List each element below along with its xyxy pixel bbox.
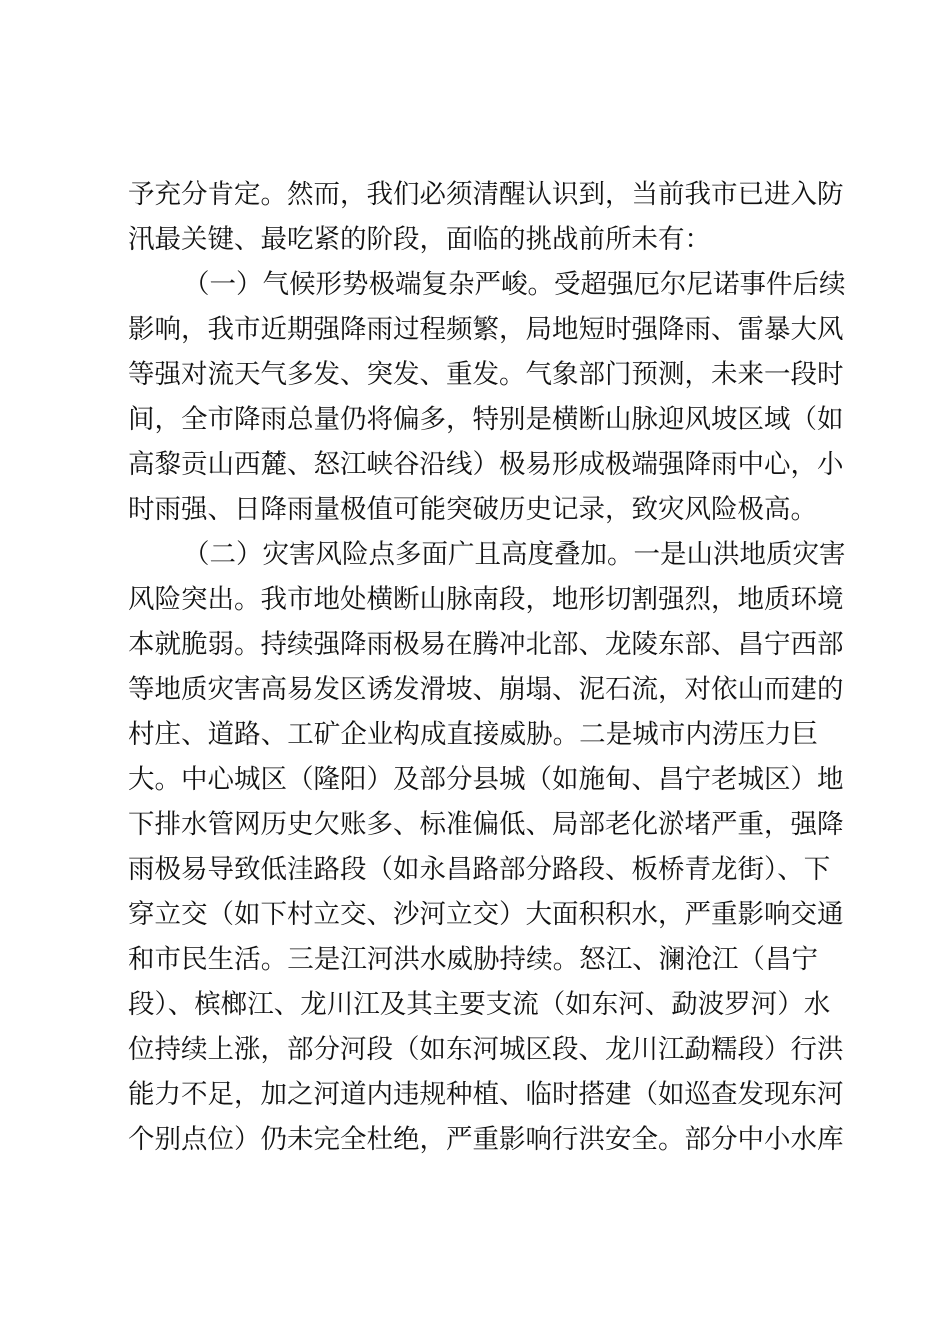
- text-line-1: 予充分肯定。然而，我们必须清醒认识到，当前我市已进入防: [128, 179, 844, 210]
- text-line-10: 风险突出。我市地处横断山脉南段，地形切割强烈，地质环境: [128, 584, 844, 615]
- text-line-5: 等强对流天气多发、突发、重发。气象部门预测，未来一段时: [128, 359, 844, 390]
- text-line-16: 雨极易导致低洼路段（如永昌路部分路段、板桥青龙街）、下: [128, 854, 831, 885]
- text-line-20: 位持续上涨，部分河段（如东河城区段、龙川江勐糯段）行洪: [128, 1034, 844, 1065]
- text-line-7: 高黎贡山西麓、怒江峡谷沿线）极易形成极端强降雨中心，小: [128, 449, 844, 480]
- text-line-2: 汛最关键、最吃紧的阶段，面临的挑战前所未有：: [128, 224, 711, 255]
- text-line-19: 段）、槟榔江、龙川江及其主要支流（如东河、勐波罗河）水: [128, 989, 831, 1020]
- text-line-14: 大。中心城区（隆阳）及部分县城（如施甸、昌宁老城区）地: [128, 764, 844, 795]
- text-line-22: 个别点位）仍未完全杜绝，严重影响行洪安全。部分中小水库: [128, 1124, 844, 1155]
- text-line-4: 影响，我市近期强降雨过程频繁，局地短时强降雨、雷暴大风: [128, 314, 844, 345]
- text-line-12: 等地质灾害高易发区诱发滑坡、崩塌、泥石流，对依山而建的: [128, 674, 844, 705]
- text-line-15: 下排水管网历史欠账多、标准偏低、局部老化淤堵严重，强降: [128, 809, 844, 840]
- paragraph-heading-2: （二）灾害风险点多面广且高度叠加。一是山洪地质灾害: [183, 539, 846, 570]
- text-line-6: 间，全市降雨总量仍将偏多，特别是横断山脉迎风坡区域（如: [128, 404, 844, 435]
- text-line-17: 穿立交（如下村立交、沙河立交）大面积积水，严重影响交通: [128, 899, 844, 930]
- paragraph-heading-1: （一）气候形势极端复杂严峻。受超强厄尔尼诺事件后续: [183, 269, 846, 300]
- text-line-8: 时雨强、日降雨量极值可能突破历史记录，致灾风险极高。: [128, 494, 817, 525]
- text-line-13: 村庄、道路、工矿企业构成直接威胁。二是城市内涝压力巨: [128, 719, 818, 750]
- text-line-21: 能力不足，加之河道内违规种植、临时搭建（如巡查发现东河: [128, 1079, 844, 1110]
- text-line-11: 本就脆弱。持续强降雨极易在腾冲北部、龙陵东部、昌宁西部: [128, 629, 844, 660]
- text-line-18: 和市民生活。三是江河洪水威胁持续。怒江、澜沧江（昌宁: [128, 944, 818, 975]
